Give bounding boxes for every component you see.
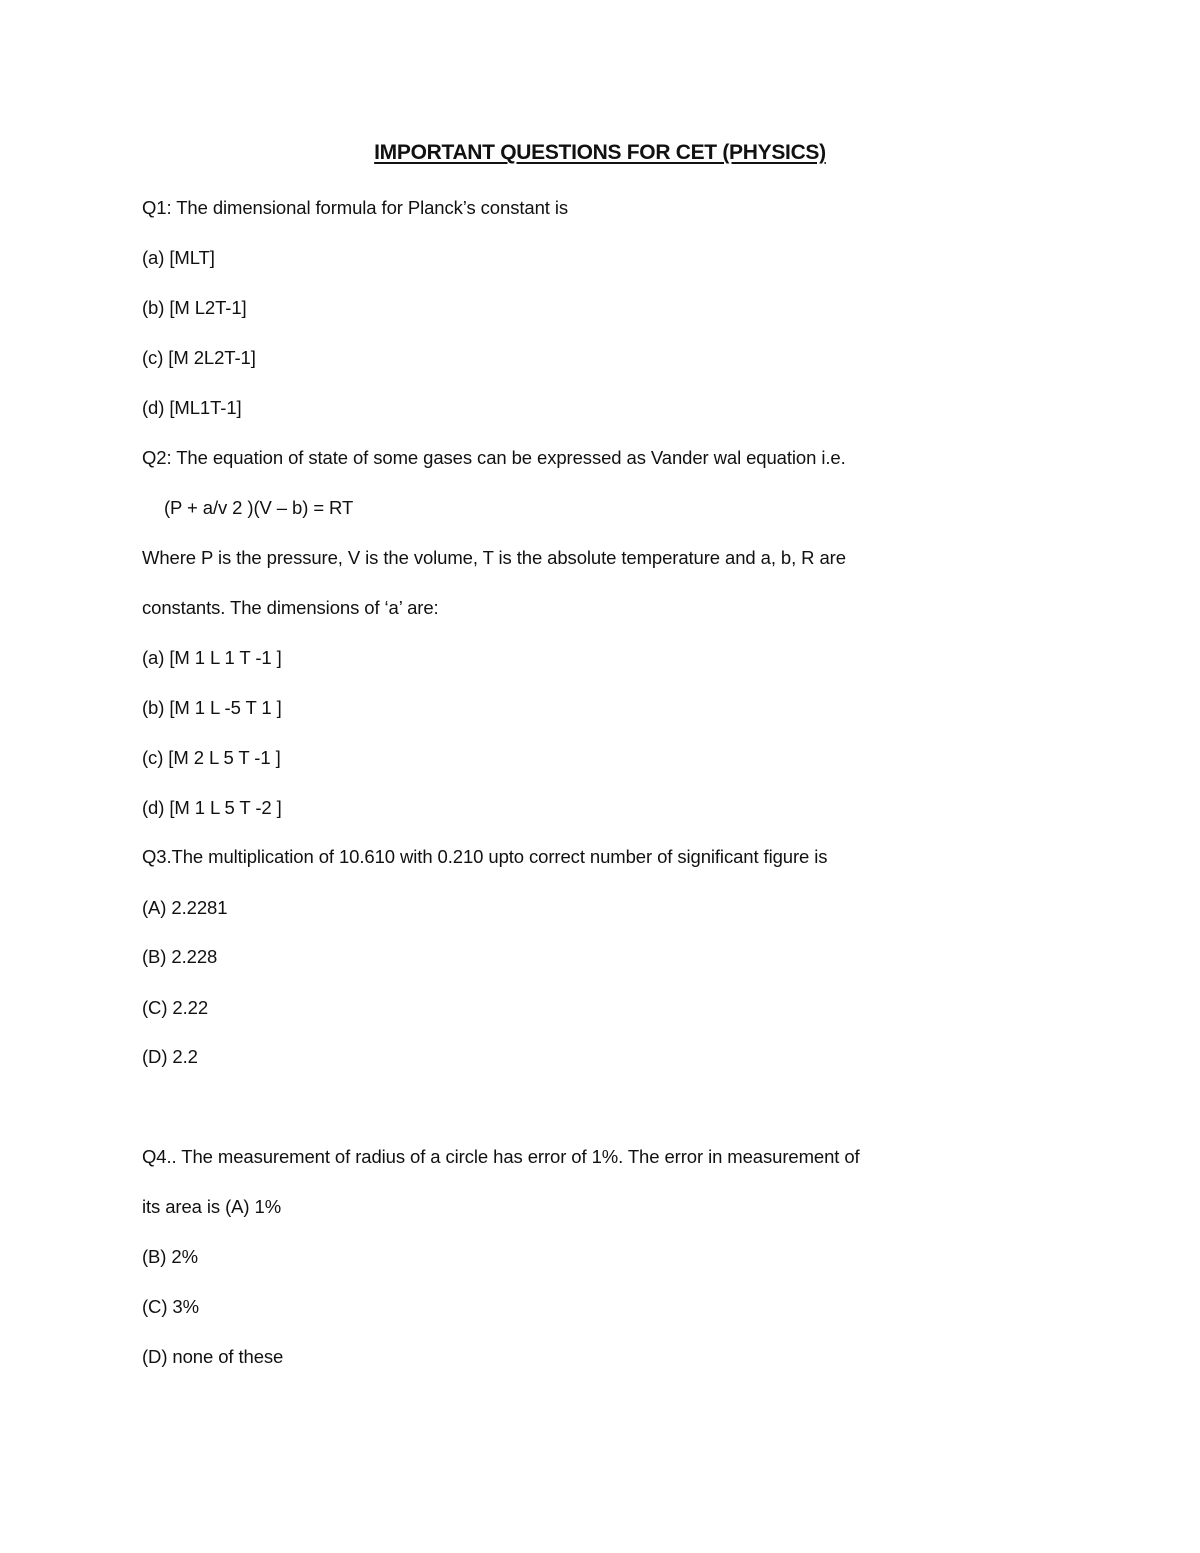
- q2-option-d-label: (d) [: [142, 797, 175, 818]
- q4-question-line-2: [142, 1195, 281, 1219]
- q4-option-a-text: 1%: [249, 1196, 282, 1217]
- q2-option-c-text: M 2 L 5 T -1 ]: [173, 747, 281, 768]
- q4-label: Q4: [142, 1146, 167, 1167]
- q4-option-c-text: 3%: [167, 1296, 199, 1317]
- q1-option-b-label: (b) [: [142, 297, 175, 318]
- q1-option-c-label: (c) [: [142, 347, 174, 368]
- q2-option-a: [142, 646, 282, 670]
- q1-option-d-label: (d) [: [142, 397, 175, 418]
- q1-option-a: [142, 246, 215, 270]
- q1-option-a-text: MLT]: [174, 247, 215, 268]
- q2-option-a-text: M 1 L 1 T -1 ]: [174, 647, 282, 668]
- q1-option-c-text: M 2L2T-1]: [173, 347, 256, 368]
- q2-description-line-1: Where P is the pressure, V is the volume, T is the absolute temperature and a, b, R are: [142, 547, 846, 568]
- q2-option-b-label: (b) [: [142, 697, 175, 718]
- q2-label: Q2: [142, 447, 167, 468]
- q4-option-d-label: (D): [142, 1346, 168, 1367]
- q2-option-b: [142, 696, 282, 720]
- q4-option-c-label: (C): [142, 1296, 168, 1317]
- q2-option-c-label: (c) [: [142, 747, 174, 768]
- q2-option-d: [142, 796, 282, 820]
- q4-question: [142, 1145, 860, 1169]
- q2-option-b-text: M 1 L -5 T 1 ]: [174, 697, 282, 718]
- q1-option-c: [142, 346, 256, 370]
- q3-option-c: (C) 2.22: [142, 997, 209, 1018]
- q2-option-d-text: M 1 L 5 T -2 ]: [174, 797, 282, 818]
- q1-option-d-text: ML1T-1]: [174, 397, 242, 418]
- q2-description-line-2: constants. The dimensions of ‘a’ are:: [142, 597, 439, 618]
- q4-option-b: [142, 1245, 198, 1269]
- q3-text: .The multiplication of 10.610 with 0.210 upto correct number of significant figure is: [166, 846, 828, 867]
- q3-question: [142, 845, 827, 869]
- q1-label: Q1: [142, 197, 167, 218]
- q4-option-c: [142, 1295, 199, 1319]
- q1-option-b-text: M L2T-1]: [174, 297, 247, 318]
- q1-option-b: [142, 296, 247, 320]
- q4-option-b-label: (B): [142, 1246, 167, 1267]
- page-title: IMPORTANT QUESTIONS FOR CET (PHYSICS): [374, 141, 826, 164]
- q1-option-a-label: (a) [: [142, 247, 175, 268]
- q4-option-d-text: none of these: [167, 1346, 284, 1367]
- q2-option-a-label: (a) [: [142, 647, 175, 668]
- q3-option-a: (A) 2.2281: [142, 897, 228, 918]
- q2-question: [142, 446, 846, 470]
- q4-line-2-text: its area is: [142, 1196, 226, 1217]
- q4-text: .. The measurement of radius of a circle has error of 1%. The error in measurement of: [166, 1146, 860, 1167]
- q1-question: [142, 196, 568, 220]
- q3-label: Q3: [142, 846, 167, 867]
- q1-text: : The dimensional formula for Planck’s constant is: [166, 197, 568, 218]
- q4-option-b-text: 2%: [166, 1246, 198, 1267]
- q4-option-d: [142, 1345, 283, 1369]
- q2-equation: (P + a/v 2 )(V – b) = RT: [164, 497, 354, 518]
- q3-option-b: (B) 2.228: [142, 946, 218, 967]
- q2-option-c: [142, 746, 281, 770]
- q1-option-d: [142, 396, 242, 420]
- q4-option-a-label: (A): [225, 1196, 250, 1217]
- q2-text: : The equation of state of some gases can be expressed as Vander wal equation i.e.: [166, 447, 846, 468]
- q3-option-d: (D) 2.2: [142, 1046, 198, 1067]
